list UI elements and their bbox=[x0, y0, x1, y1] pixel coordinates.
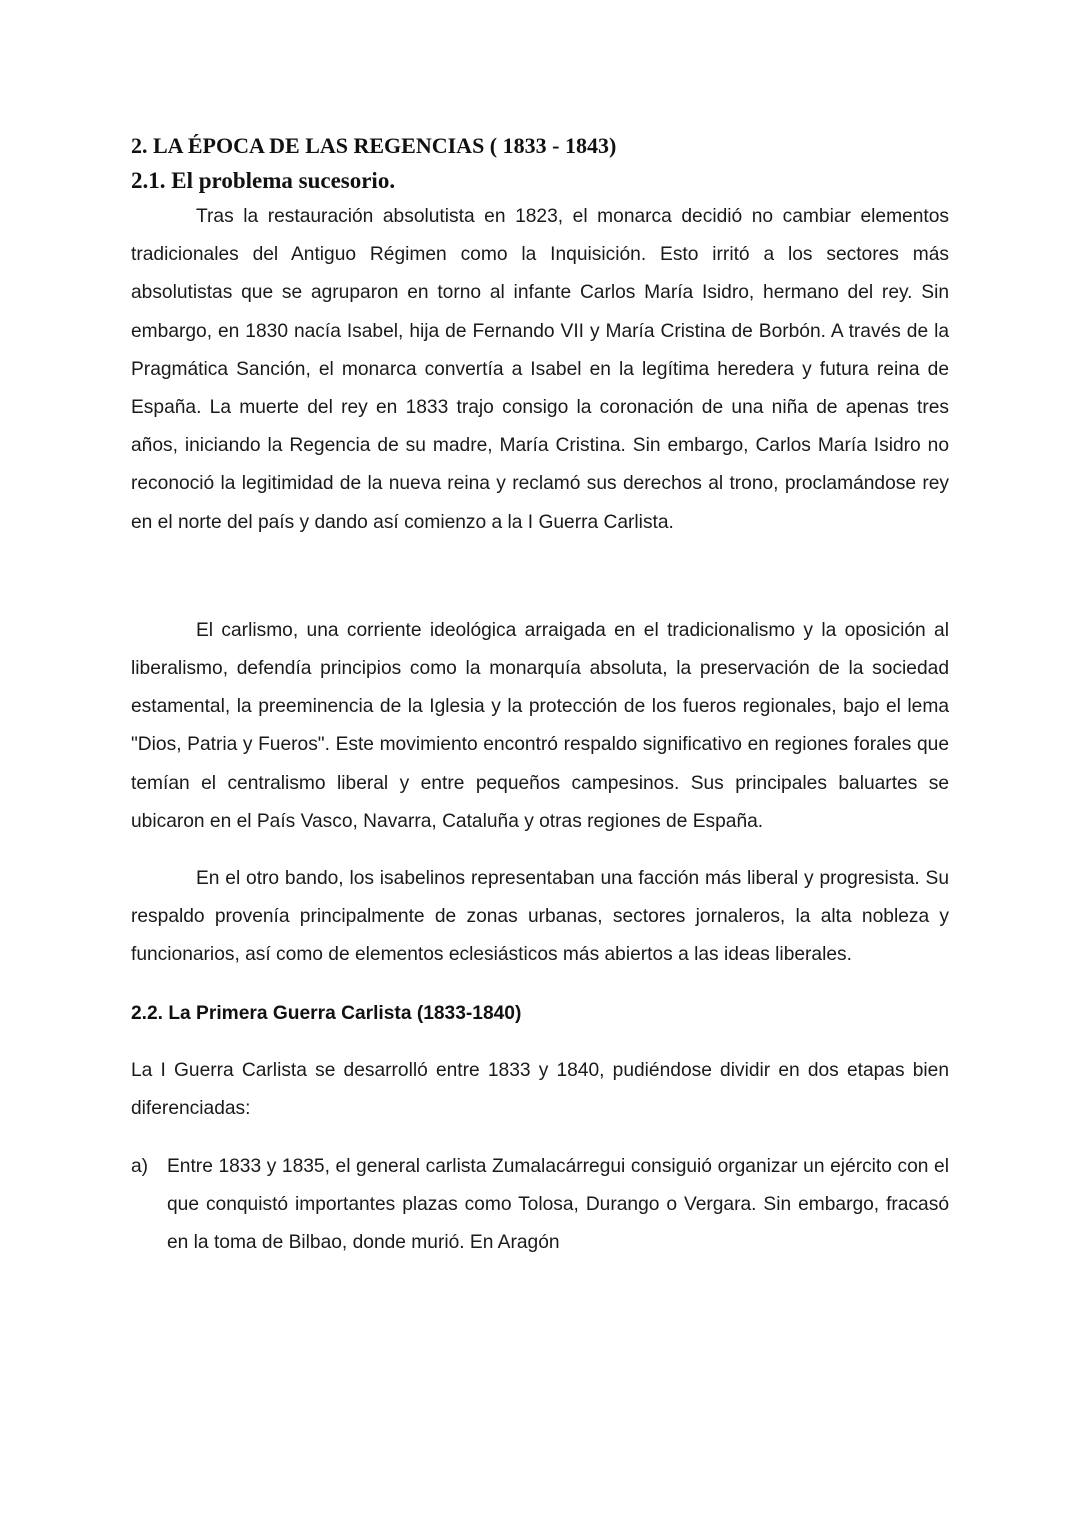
list-item bbox=[131, 1148, 949, 1263]
paragraph-isabelinos: En el otro bando, los isabelinos representaban una facción más liberal y progresista. Su respaldo provenía principalmente de zonas urbanas, sectores jornaleros, la alta nobleza y funcionarios, así como de elementos eclesiásticos más abiertos a las ideas liberales. bbox=[131, 868, 949, 966]
list-item-text: Entre 1833 y 1835, el general carlista Zumalacárregui consiguió organizar un ejército con el que conquistó importantes plazas como Tolosa, Durango o Vergara. Sin embargo, fracasó en la toma de Bilbao, donde murió. En Aragón bbox=[167, 1156, 949, 1254]
paragraph-succession-problem: Tras la restauración absolutista en 1823, el monarca decidió no cambiar elementos tradicionales del Antiguo Régimen como la Inquisición. Esto irritó a los sectores más absolutistas que se agruparon en torno al infante Carlos María Isidro, hermano del rey. Sin embargo, en 1830 nacía Isabel, hija de Fernando VII y María Cristina de Borbón. A través de la Pragmática Sanción, el monarca convertía a Isabel en la legítima heredera y futura reina de España. La muerte del rey en 1833 trajo consigo la coronación de una niña de apenas tres años, iniciando la Regencia de su madre, María Cristina. Sin embargo, Carlos María Isidro no reconoció la legitimidad de la nueva reina y reclamó sus derechos al trono, proclamándose rey en el norte del país y dando así comienzo a la I Guerra Carlista. bbox=[131, 206, 949, 533]
document-page bbox=[131, 128, 949, 1263]
paragraph-carlism: El carlismo, una corriente ideológica arraigada en el tradicionalismo y la oposición al liberalismo, defendía principios como la monarquía absoluta, la preservación de la sociedad estamental, la preeminencia de la Iglesia y la protección de los fueros regionales, bajo el lema "Dios, Patria y Fueros". Este movimiento encontró respaldo significativo en regiones forales que temían el centralismo liberal y entre pequeños campesinos. Sus principales baluartes se ubicaron en el País Vasco, Navarra, Cataluña y otras regiones de España. bbox=[131, 619, 949, 832]
subsection-title-2-1: 2.1. El problema sucesorio. bbox=[131, 168, 396, 193]
section-title: 2. LA ÉPOCA DE LAS REGENCIAS ( 1833 - 1843) bbox=[131, 133, 617, 158]
paragraph-war-intro: La I Guerra Carlista se desarrolló entre 1833 y 1840, pudiéndose dividir en dos etapas bien diferenciadas: bbox=[131, 1059, 949, 1119]
list-item-marker: a) bbox=[131, 1156, 149, 1178]
subsection-title-2-2: 2.2. La Primera Guerra Carlista (1833-1840) bbox=[131, 1002, 522, 1024]
